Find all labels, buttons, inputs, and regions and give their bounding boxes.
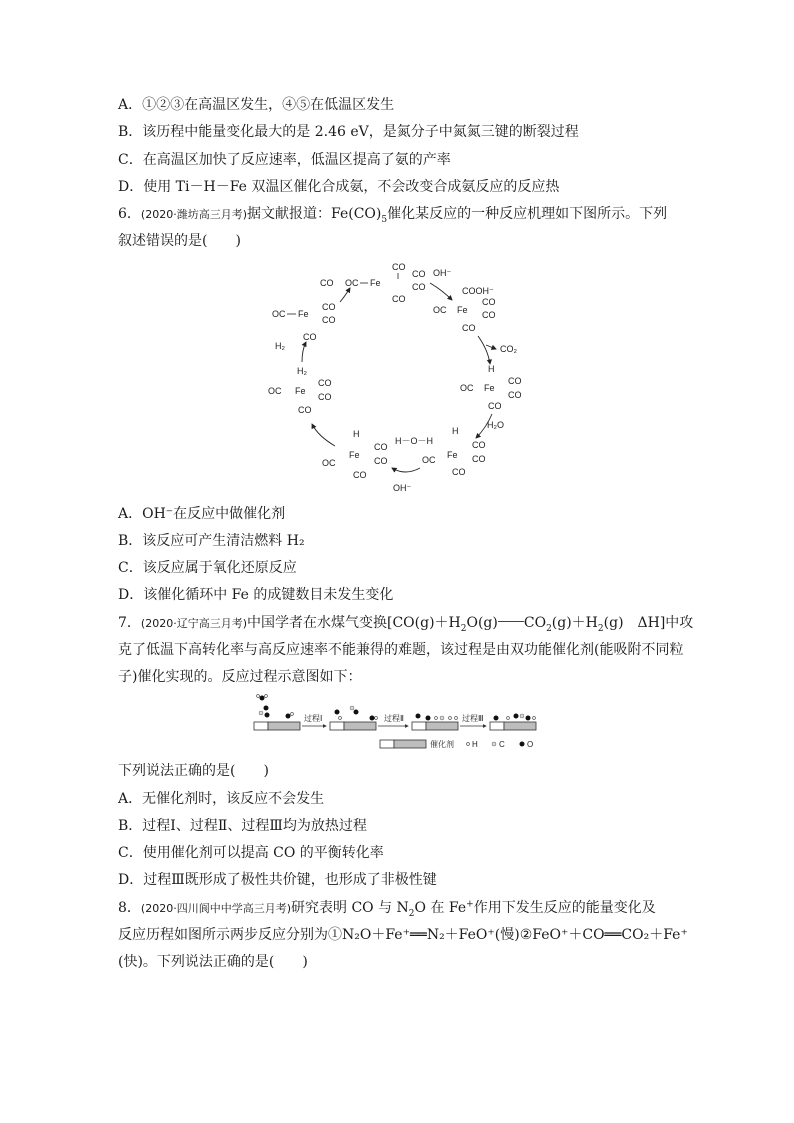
h-label: H (488, 364, 495, 374)
fe-label: Fe (447, 450, 458, 460)
q6-option-c: C．该反应属于氧化还原反应 (118, 560, 297, 576)
q7-stem-line2: 克了低温下高转化率与高反应速率不能兼得的难题，该过程是由双功能催化剂(能吸附不同粒 (118, 642, 684, 658)
question-number: 8． (118, 900, 141, 916)
co-label: CO (303, 332, 317, 342)
catalytic-cycle-diagram (260, 255, 550, 495)
q7-stem-line1: 7．(2020·辽宁高三月考)中国学者在水煤气变换[$CO(g)+H_2O(g)$ $CO_2(g)+H_2(g)$ ΔH]中攻 (118, 615, 694, 634)
q6-stem (118, 204, 667, 225)
co-label: CO (412, 269, 426, 279)
question-number: 6． (118, 206, 141, 222)
co-label: CO (462, 323, 476, 333)
legend-c: C (499, 740, 505, 749)
q6-stem-line2: 叙述错误的是( ) (118, 233, 241, 249)
fe-label: Fe (298, 309, 309, 319)
q7-option-c: C．使用催化剂可以提高 CO 的平衡转化率 (118, 845, 384, 861)
h-label: H (452, 426, 459, 436)
q7-option-d: D．过程Ⅲ既形成了极性共价键，也形成了非极性键 (118, 872, 437, 888)
oc-label: OC (345, 278, 359, 288)
stem-text: O 在 Fe (414, 900, 467, 916)
q6-option-a: A．OH⁻在反应中做催化剂 (118, 506, 286, 522)
cooh-label: COOH⁻ (462, 286, 494, 296)
fe-label: Fe (484, 383, 495, 393)
h2-label: H₂ (275, 341, 285, 351)
q7-option-b: B．过程Ⅰ、过程Ⅱ、过程Ⅲ均为放热过程 (118, 818, 367, 834)
co-label: CO (472, 454, 486, 464)
h2o-label: H₂O (487, 420, 504, 430)
co-label: CO (392, 294, 406, 304)
co-label: CO (320, 278, 334, 288)
stem-text: 据文献报道：Fe(CO) (247, 206, 382, 222)
question-source: (2020·潍坊高三月考) (140, 208, 247, 221)
oc-label: OC (322, 458, 336, 468)
h-o-h-label: H－O－H (395, 436, 433, 446)
co-label: CO (452, 467, 466, 477)
oc-label: OC (272, 309, 286, 319)
q5-option-c: C．在高温区加快了反应速率，低温区提高了氨的产率 (118, 152, 451, 168)
q7-option-a: A．无催化剂时，该反应不会发生 (118, 791, 325, 807)
stem-text: 催化某反应的一种反应机理如下图所示。下列 (387, 206, 668, 222)
stem-text: 中国学者在水煤气变换[CO(g)＋H (247, 615, 461, 631)
oh-label: OH⁻ (433, 268, 452, 278)
stem-text: CO (523, 615, 547, 631)
question-number: 7． (118, 615, 141, 631)
q8-stem-line1: 8．(2020·四川阆中中学高三月考)研究表明 CO 与 $N_2O$ 在 Fe+作用下发生反应的能量变化及 (118, 899, 656, 919)
subscript: 5 (381, 214, 388, 225)
h-label: H (353, 429, 360, 439)
stem-text: (g) ΔH]中攻 (603, 615, 694, 631)
fe-label: Fe (370, 278, 381, 288)
co-label: CO (353, 470, 367, 480)
stem-text: (g)＋H (551, 615, 598, 631)
q5-option-d: D．使用 Ti－H－Fe 双温区催化合成氨，不会改变合成氨反应的反应热 (118, 179, 560, 195)
q8-stem-line3: (快)。下列说法正确的是( ) (118, 954, 308, 970)
oh-label: OH⁻ (393, 483, 412, 493)
stem-text: 作用下发生反应的能量变化及 (473, 900, 656, 916)
co-label: CO (318, 378, 332, 388)
legend-o: O (527, 740, 534, 749)
fe-label: Fe (457, 305, 468, 315)
step-3-label: 过程Ⅲ (462, 714, 484, 723)
co-label: CO (298, 405, 312, 415)
oc-label: OC (433, 305, 447, 315)
step-1-label: 过程Ⅰ (304, 714, 323, 723)
reaction-process-diagram (250, 692, 550, 752)
co-label: CO (472, 440, 486, 450)
oc-label: OC (268, 386, 282, 396)
co2-label: CO₂ (500, 344, 517, 354)
co-label: CO (322, 315, 336, 325)
co-label: CO (482, 310, 496, 320)
stem-text: O(g) (466, 615, 498, 631)
co-label: CO (374, 456, 388, 466)
legend-catalyst: 催化剂 (430, 740, 454, 749)
co-label: CO (318, 392, 332, 402)
stem-text: 研究表明 CO 与 N (291, 900, 409, 916)
co-label: CO (488, 401, 502, 411)
legend-h: H (472, 740, 478, 749)
q7-stem-line3: 子)催化实现的。反应过程示意图如下： (118, 669, 362, 685)
co-label: CO (482, 297, 496, 307)
co-label: CO (412, 282, 426, 292)
question-source: (2020·辽宁高三月考) (140, 617, 247, 630)
co-label: CO (374, 442, 388, 452)
fe-label: Fe (349, 450, 360, 460)
co-label: CO (508, 376, 522, 386)
q7-prompt: 下列说法正确的是( ) (118, 763, 269, 779)
co-label: CO (322, 302, 336, 312)
fe-label: Fe (295, 386, 306, 396)
q5-option-b: B．该历程中能量变化最大的是 2.46 eV，是氮分子中氮氮三键的断裂过程 (118, 124, 579, 140)
co-label: CO (392, 262, 406, 272)
q5-option-a: A．①②③在高温区发生，④⑤在低温区发生 (118, 97, 395, 113)
step-2-label: 过程Ⅱ (384, 714, 404, 723)
equilibrium-arrow (498, 621, 524, 622)
h2-label: H₂ (297, 366, 307, 376)
oc-label: OC (460, 383, 474, 393)
q6-option-b: B．该反应可产生清洁燃料 H₂ (118, 533, 305, 549)
co-label: CO (508, 390, 522, 400)
q8-stem-line2: 反应历程如图所示两步反应分别为①N₂O＋Fe⁺══N₂＋FeO⁺(慢)②FeO⁺＋CO══CO₂＋Fe⁺ (118, 927, 688, 943)
oc-label: OC (422, 455, 436, 465)
q6-option-d: D．该催化循环中 Fe 的成键数目未发生变化 (118, 587, 394, 603)
question-source: (2020·四川阆中中学高三月考) (140, 902, 291, 915)
